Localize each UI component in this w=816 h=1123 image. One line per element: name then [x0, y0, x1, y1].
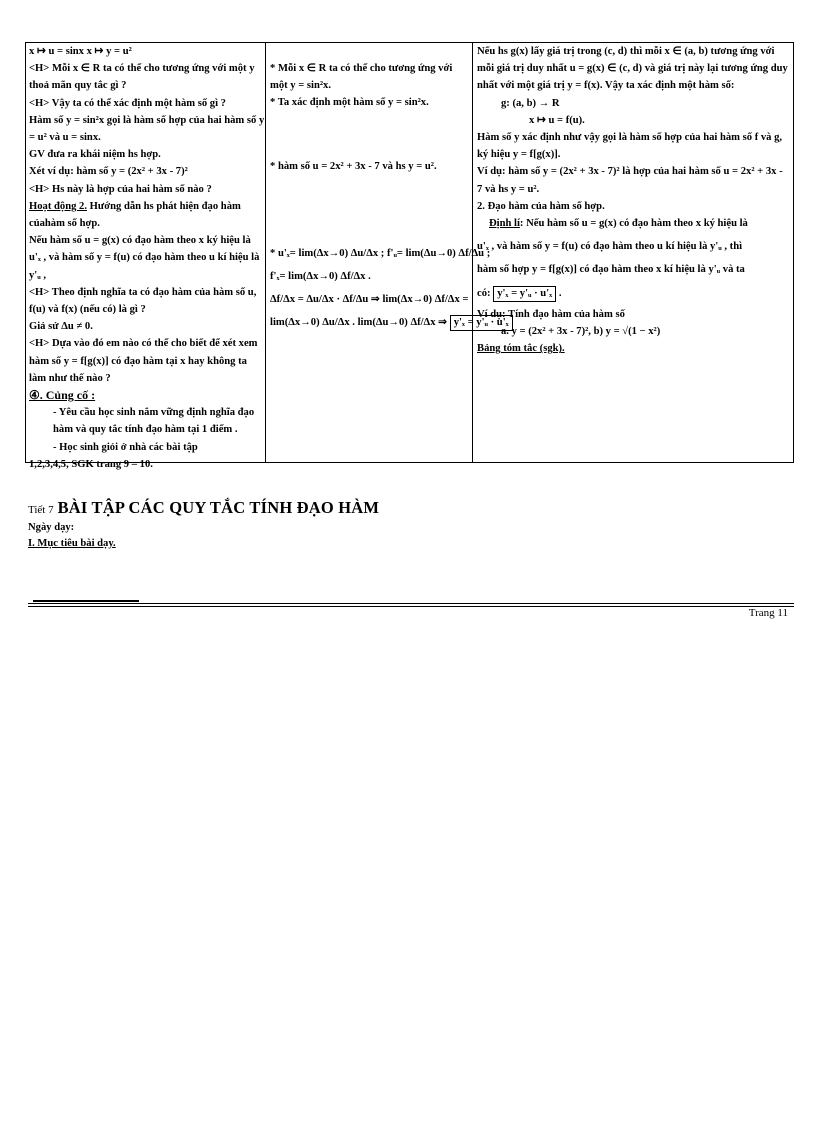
- theorem-line-2: u'ₓ , và hàm số y = f(u) có đạo hàm theo u kí hiệu là y'ᵤ , thì: [477, 241, 743, 253]
- derivative-limit-defs: * u'ₓ= lim(Δx→0) Δu/Δx ; f'ᵤ= lim(Δu→0) Δf/Δu ;: [270, 247, 491, 259]
- student-answer-2: * Ta xác định một hàm số y = sin²x.: [270, 97, 429, 109]
- section-2-heading: 2. Đạo hàm của hàm số hợp.: [477, 200, 605, 212]
- student-answer-3: * hàm số u = 2x² + 3x - 7 và hs y = u².: [270, 160, 437, 172]
- composite-intro: Nếu hs g(x) lấy giá trị trong (c, d) thì mỗi x ∈ (a, b) tương ứng với mỗi giá trị duy nhất u = g(x) ∈ (c, d) và giá trị này lại tương ứng duy nhất với một giá trị y = f(x). Vậy ta xác định một hàm số:: [477, 46, 788, 92]
- composite-example: Ví dụ: hàm số y = (2x² + 3x - 7)² là hợp của hai hàm số u = 2x² + 3x - 7 và hs y = u².: [477, 166, 783, 195]
- theorem-line-3: hàm số hợp y = f[g(x)] có đạo hàm theo x kí hiệu là y'ᵤ và ta: [477, 264, 745, 276]
- example-functions: a. y = (2x² + 3x - 7)², b) y = √(1 − x²): [501, 326, 661, 338]
- objectives-heading: I. Mục tiêu bài dạy.: [28, 538, 116, 549]
- assumption: Giả sử Δu ≠ 0.: [29, 321, 93, 333]
- content-column: [477, 43, 790, 357]
- theorem-label: Định lí: [489, 218, 520, 230]
- lesson-table: [25, 42, 794, 470]
- activity-2-text: Hướng dẫn hs phát hiện đạo hàm củahàm số hợp.: [29, 200, 241, 230]
- lesson-heading: BÀI TẬP CÁC QUY TẮC TÍNH ĐẠO HÀM: [57, 498, 380, 517]
- mapping-u: x ↦ u = f(u).: [529, 114, 585, 126]
- teaching-date-label: Ngày dạy:: [28, 522, 75, 533]
- lesson-title: [28, 498, 379, 518]
- lesson-number: Tiết 7: [28, 504, 54, 516]
- activity-2: [29, 198, 265, 232]
- limit-product-text: lim(Δx→0) Δu/Δx . lim(Δu→0) Δf/Δx ⇒: [270, 317, 448, 329]
- theorem-text: : Nếu hàm số u = g(x) có đạo hàm theo x ký hiệu là: [519, 218, 748, 230]
- footer-short-rule: [33, 600, 139, 602]
- summary-table-note: Bảng tóm tắc (sgk).: [477, 343, 565, 355]
- chain-rule-formula-box: y'ₓ = y'ᵤ · u'ₓ: [493, 286, 556, 302]
- question-2: <H> Vậy ta có thể xác định một hàm số gì ?: [29, 97, 226, 109]
- question-1: <H> Mỗi x ∈ R ta có thể cho tương ứng với một y thoả mãn quy tắc gì ?: [29, 63, 255, 92]
- consolidation-heading: ④. Củng cố :: [29, 388, 96, 403]
- consolidation-item-2: - Học sinh giỏi ở nhà các bài tập: [53, 441, 198, 453]
- ratio-identity: Δf/Δx = Δu/Δx · Δf/Δu ⇒ lim(Δx→0) Δf/Δx =: [270, 294, 469, 306]
- example-heading: Ví dụ: Tính đạo hàm của hàm số: [477, 308, 625, 320]
- derivative-setup: Nếu hàm số u = g(x) có đạo hàm theo x ký hiệu là u'ₓ , và hàm số y = f(u) có đạo hàm theo u kí hiệu là y'ᵤ ,: [29, 235, 260, 281]
- mapping-g: g: (a, b) → R: [501, 97, 560, 109]
- teacher-activity-column: [29, 43, 265, 473]
- theorem-result-label: có:: [477, 287, 491, 299]
- example-line: Xét ví dụ: hàm số y = (2x² + 3x - 7)²: [29, 166, 188, 178]
- limit-product: [270, 314, 509, 331]
- composite-definition: Hàm số y xác định như vậy gọi là hàm số hợp của hai hàm số f và g, ký hiệu y = f[g(x)].: [477, 132, 783, 161]
- page-number: Trang 11: [748, 607, 788, 619]
- footer-rule: [28, 603, 794, 607]
- question-4: <H> Theo định nghĩa ta có đạo hàm của hàm số u, f(u) và f(x) (nếu có) là gì ?: [29, 286, 257, 316]
- question-5: <H> Dựa vào đó em nào có thể cho biết để xét xem hàm số y = f[g(x)] có đạo hàm tại x hay không ta làm như thế nào ?: [29, 338, 258, 384]
- column-divider-1: [265, 43, 266, 462]
- composite-function-note: Hàm số y = sin²x gọi là hàm số hợp của hai hàm số y = u² và u = sinx.: [29, 114, 265, 144]
- chain-rule-box: y'ₓ = y'ᵤ · u'ₓ: [450, 315, 513, 331]
- activity-2-heading: Hoạt động 2.: [29, 200, 87, 212]
- consolidation-item-1: - Yêu cầu học sinh nắm vững định nghĩa đạo hàm và quy tắc tính đạo hàm tại 1 điểm .: [53, 407, 255, 436]
- homework-exercises: 1,2,3,4,5, SGK trang 9 – 10.: [29, 458, 153, 470]
- theorem-result: có: y'ₓ = y'ᵤ · u'ₓ .: [477, 285, 790, 302]
- question-3: <H> Hs này là hợp của hai hàm số nào ?: [29, 183, 212, 195]
- mapping-line: x ↦ u = sinx x ↦ y = u²: [29, 46, 132, 57]
- student-answer-1: * Mỗi x ∈ R ta có thể cho tương ứng với một y = sin²x.: [270, 63, 453, 92]
- fx-limit-def: f'ₓ= lim(Δx→0) Δf/Δx .: [270, 271, 371, 283]
- theorem-line: [477, 215, 790, 232]
- teacher-note: GV đưa ra khái niệm hs hợp.: [29, 149, 161, 161]
